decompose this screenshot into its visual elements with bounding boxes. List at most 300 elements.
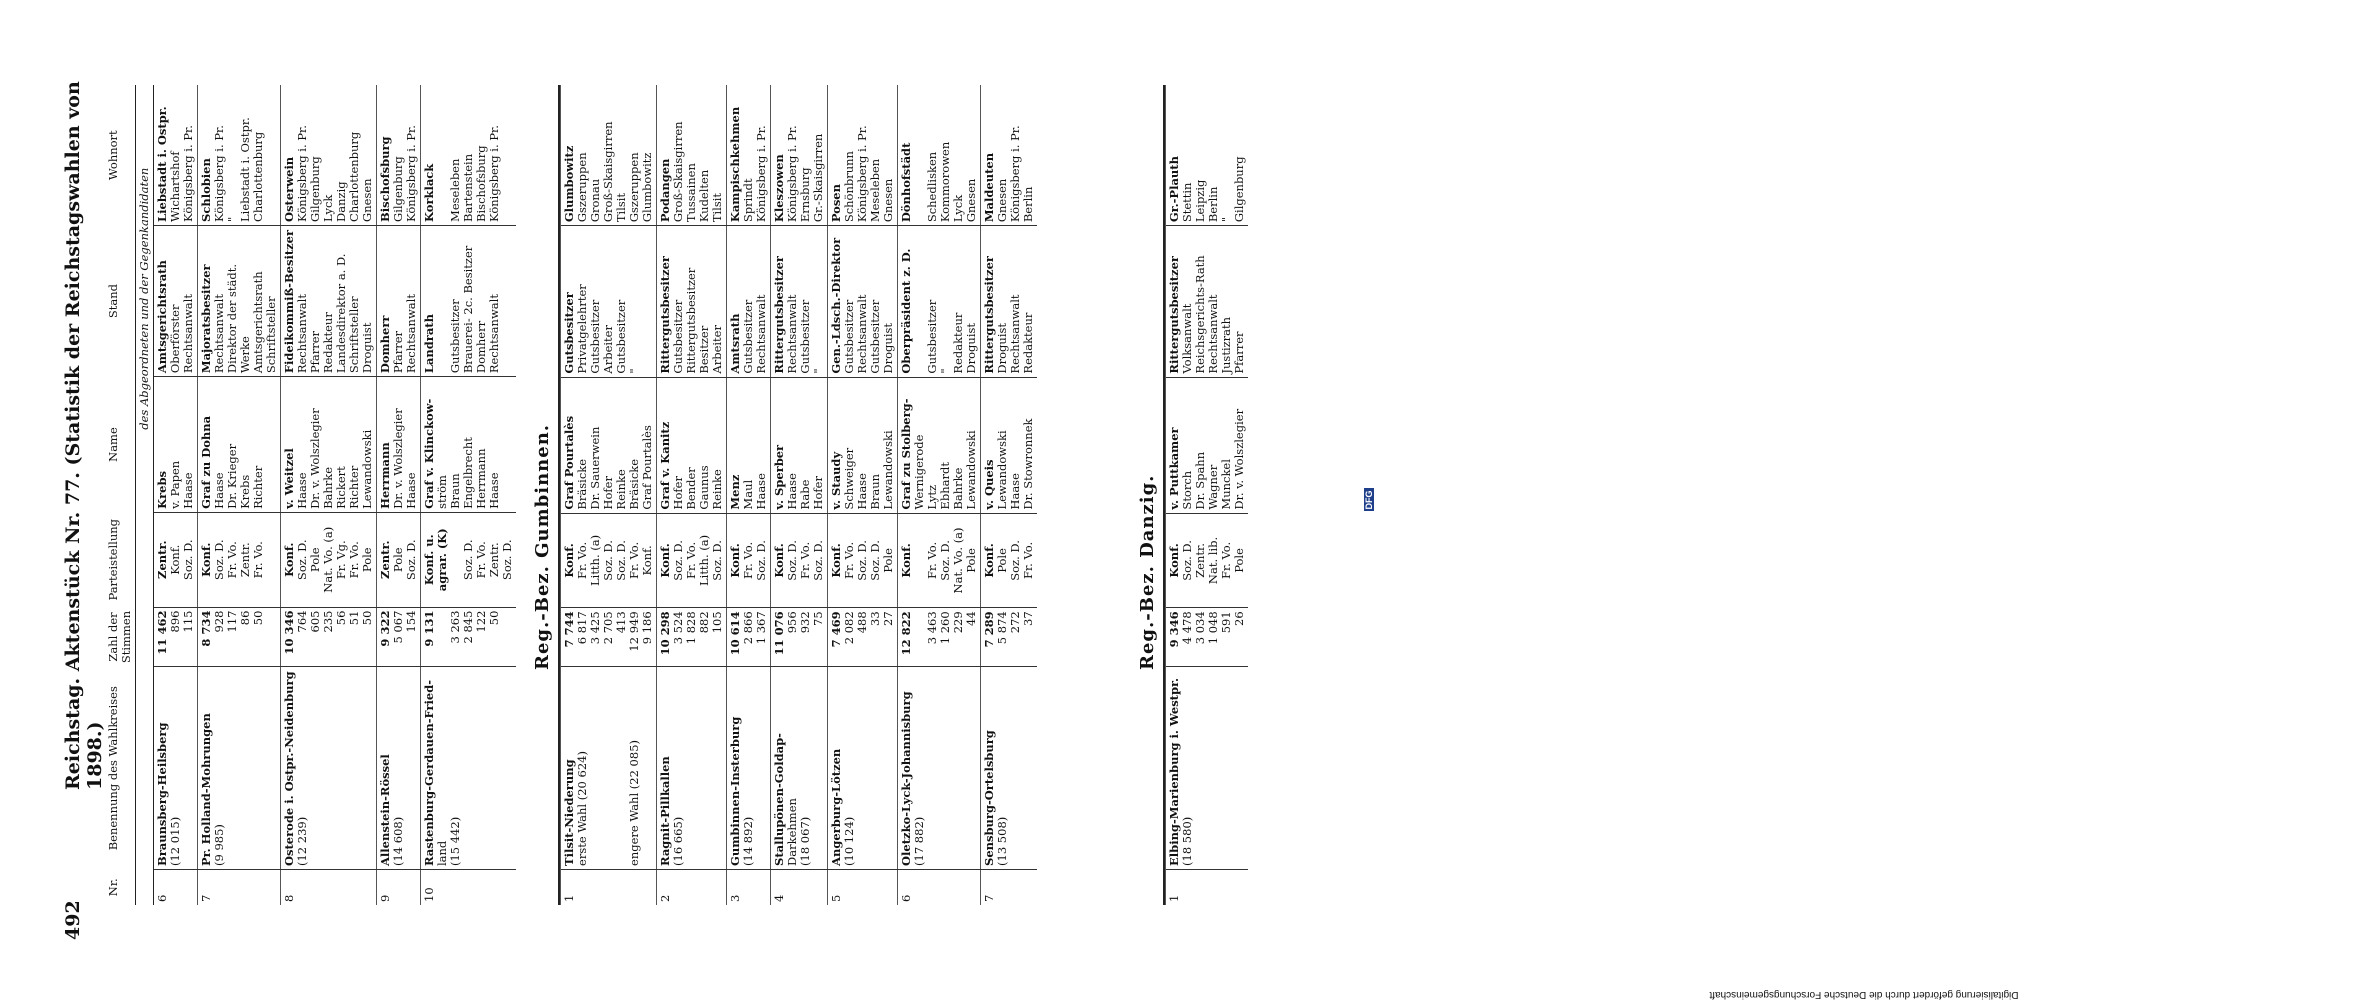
constituency — [981, 667, 1038, 870]
vote-count — [421, 607, 517, 667]
cell-line: Munckel — [1219, 459, 1233, 510]
candidate-name — [828, 377, 898, 513]
cell-line: v. Weitzel — [282, 448, 296, 509]
cell-line: 10 346 — [282, 610, 296, 655]
cell-line: Fideikommiß-Besitzer — [282, 229, 296, 374]
candidate-name — [281, 377, 377, 513]
cell-line: Soz. D. — [754, 540, 768, 581]
occupation — [727, 226, 771, 377]
row-number: 9 — [377, 870, 421, 905]
cell-line: 56 — [334, 610, 348, 626]
cell-line: 154 — [404, 610, 418, 633]
constituency — [771, 667, 828, 870]
cell-line: Allenstein-Rössel — [378, 754, 392, 867]
cell-line: Schlobien — [199, 158, 213, 222]
cell-line: 9 346 — [1167, 611, 1181, 648]
cell-line: 896 — [168, 610, 182, 633]
cell-line: Fr. Vo. — [474, 541, 488, 579]
cell-line: 11 462 — [155, 610, 169, 655]
cell-line: Engelbrecht — [461, 437, 475, 509]
constituency — [828, 667, 898, 870]
cell-line: Soz. D. — [785, 540, 799, 581]
section-title: Reg.-Bez. Gumbinnen. — [532, 423, 553, 670]
vote-count — [281, 607, 377, 667]
candidate-name — [771, 377, 828, 513]
cell-line: 50 — [251, 610, 265, 626]
cell-line: Schönbrunn — [842, 151, 856, 223]
table-row — [198, 85, 281, 905]
cell-line: Pr. Holland-Mohrungen — [199, 713, 213, 867]
results-table — [105, 85, 516, 905]
table-row — [657, 85, 727, 905]
cell-line: Soz. D. — [212, 539, 226, 581]
cell-line: Landrath — [422, 314, 436, 374]
cell-line: 764 — [295, 610, 309, 633]
cell-line: Gumbinnen-Insterburg — [728, 716, 742, 866]
constituency — [657, 667, 727, 870]
cell-line: 7 289 — [982, 611, 996, 648]
cell-line: 51 — [347, 610, 361, 626]
cell-line: Bischofsburg — [474, 145, 488, 222]
cell-line: Dönhofstädt — [899, 142, 913, 223]
table-row — [828, 85, 898, 905]
candidate-name — [154, 377, 198, 513]
row-number: 6 — [154, 870, 198, 905]
cell-line: (16 665) — [671, 816, 685, 866]
cell-line: 229 — [951, 611, 965, 634]
cell-line: " — [225, 216, 239, 222]
cell-line: Lewandowski — [964, 430, 978, 510]
cell-line: erste Wahl (20 624) — [575, 751, 589, 866]
residence — [771, 85, 828, 226]
cell-line: Pole — [995, 548, 1009, 573]
cell-line: 932 — [798, 611, 812, 634]
cell-line: Graf v. Kanitz — [658, 421, 672, 510]
table-row — [727, 85, 771, 905]
occupation — [898, 226, 981, 377]
cell-line: Tilsit — [614, 192, 628, 223]
cell-line: Konf. — [168, 544, 182, 575]
header-wohnort: Wohnort — [105, 85, 136, 225]
cell-line: Konf. — [640, 545, 654, 576]
cell-line: Landesdirektor a. D. — [334, 253, 348, 374]
row-number: 6 — [898, 869, 981, 905]
cell-line: Fr. Vo. — [225, 541, 239, 579]
party — [377, 512, 421, 607]
cell-line: Charlottenburg — [251, 131, 265, 222]
cell-line: Zentr. — [378, 540, 392, 579]
cell-line: Wernigerode — [912, 434, 926, 510]
cell-line: Graf zu Dohna — [199, 415, 213, 509]
cell-line: Tussainen — [684, 163, 698, 223]
cell-line: Gr.-Skaisgirren — [811, 133, 825, 223]
row-number: 4 — [771, 869, 828, 905]
cell-line: Soz. D. — [868, 540, 882, 581]
cell-line: Bischofsburg — [378, 136, 392, 222]
occupation — [1166, 226, 1249, 377]
cell-line: Herrmann — [378, 442, 392, 509]
cell-line: Osterode i. Ostpr.-Neidenburg — [282, 671, 296, 867]
cell-line: 6 817 — [575, 611, 589, 645]
party — [771, 513, 828, 608]
cell-line: Redakteur — [951, 312, 965, 374]
cell-line: Rittergutsbesitzer — [684, 267, 698, 374]
residence — [561, 85, 657, 226]
cell-line: Haase — [181, 472, 195, 509]
cell-line: Bender — [684, 467, 698, 510]
cell-line: Konf. u. agrar. (K) — [422, 528, 449, 592]
cell-line: Gen.-Ldsch.-Direktor — [829, 237, 843, 374]
cell-line: Fr. Vo. — [575, 541, 589, 580]
cell-line: 12 822 — [899, 611, 913, 656]
table-row — [981, 85, 1038, 905]
cell-line: Meseleben — [448, 158, 462, 222]
cell-line: v. Papen — [168, 460, 182, 509]
cell-line: Zentr. — [1193, 543, 1207, 578]
page-title: Reichstag. Aktenstück Nr. 77. (Statistik der Reichstagswahlen von 1898.) — [62, 81, 106, 790]
cell-line: Nat. Vo. (a) — [951, 527, 965, 594]
cell-line: 272 — [1008, 611, 1022, 634]
cell-line: Gnesen — [964, 178, 978, 223]
cell-line: 115 — [181, 610, 195, 633]
cell-line: Bahrke — [951, 467, 965, 510]
cell-line: 5 874 — [995, 611, 1009, 645]
table-row — [898, 85, 981, 905]
constituency — [198, 667, 281, 870]
cell-line: 591 — [1219, 611, 1233, 634]
cell-line: Konf. — [658, 543, 672, 578]
cell-line: v. Sperber — [772, 444, 786, 510]
cell-line: Droguist — [964, 322, 978, 374]
cell-line: Rechtsanwalt — [295, 294, 309, 374]
cell-line: Gutsbesitzer — [614, 299, 628, 374]
cell-line: 11 076 — [772, 611, 786, 656]
cell-line: Schriftsteller — [264, 296, 278, 374]
cell-line: Kommorowen — [938, 141, 952, 223]
row-number: 7 — [981, 869, 1038, 905]
cell-line: Lytz — [925, 484, 939, 510]
table-row — [377, 85, 421, 905]
cell-line: Danzig — [334, 181, 348, 222]
cell-line: (12 239) — [295, 816, 309, 867]
cell-line: Rittergutsbesitzer — [772, 256, 786, 374]
cell-line: Groß-Skaisgirren — [671, 121, 685, 223]
cell-line: Soz. D. — [811, 540, 825, 581]
party — [1166, 513, 1249, 608]
cell-line: Gnesen — [995, 178, 1009, 223]
vote-count — [898, 608, 981, 667]
cell-line: ström — [435, 475, 449, 509]
cell-line: Rittergutsbesitzer — [658, 256, 672, 374]
cell-line: Reinke — [614, 469, 628, 510]
cell-line: (15 442) — [448, 816, 462, 867]
cell-line: Litth. (a) — [697, 534, 711, 586]
cell-line: Graf v. Klinckow- — [422, 398, 436, 509]
cell-line: Oberförster — [168, 304, 182, 374]
cell-line: Soz. D. — [1008, 540, 1022, 581]
cell-line: Rechtsanwalt — [754, 294, 768, 374]
cell-line: (18 067) — [798, 816, 812, 866]
cell-line: Schriftsteller — [347, 296, 361, 374]
cell-line: Soz. D. — [938, 540, 952, 581]
cell-line: " — [627, 368, 641, 374]
cell-line: Krebs — [238, 474, 252, 509]
cell-line: 235 — [321, 610, 335, 633]
cell-line: Majoratsbesitzer — [199, 264, 213, 374]
header-benennung: Benennung des Wahlkreises — [105, 667, 136, 870]
cell-line: Ragnit-Pillkallen — [658, 756, 672, 866]
candidate-name — [377, 377, 421, 513]
cell-line: Soz. D. — [601, 540, 615, 581]
cell-line: 50 — [360, 610, 374, 626]
cell-line: Reinke — [710, 469, 724, 510]
header-zahl: Zahl der Stimmen — [105, 607, 136, 667]
cell-line: Maul — [741, 479, 755, 510]
cell-line: Gr.-Plauth — [1167, 156, 1181, 223]
cell-line: Amtsgerichtsrath — [251, 271, 265, 374]
vote-count — [198, 607, 281, 667]
cell-line: Gutsbesitzer — [798, 299, 812, 374]
cell-line: Richter — [347, 465, 361, 509]
constituency — [727, 667, 771, 870]
cell-line: Liebstadt i. Ostpr. — [155, 106, 169, 222]
occupation — [657, 226, 727, 377]
cell-line: Berlin — [1021, 186, 1035, 223]
cell-line: Meseleben — [868, 158, 882, 223]
cell-line: Graf Pourtalès — [640, 425, 654, 510]
cell-line: 3 463 — [925, 611, 939, 645]
cell-line: 50 — [487, 610, 501, 626]
cell-line: Gszeruppen — [575, 152, 589, 223]
header-spacer — [136, 512, 154, 905]
cell-line: Zentr. — [155, 540, 169, 579]
residence — [377, 85, 421, 225]
cell-line: Dr. v. Wolszlegier — [391, 408, 405, 509]
cell-line: Königsberg i. Pr. — [404, 125, 418, 222]
party — [561, 513, 657, 608]
cell-line: Dr. Sauerwein — [588, 426, 602, 510]
cell-line: Gilgenburg — [1232, 156, 1246, 223]
cell-line: Soz. D. — [710, 540, 724, 581]
cell-line: 10 614 — [728, 611, 742, 656]
cell-line: 9 131 — [422, 610, 436, 647]
constituency — [377, 667, 421, 870]
cell-line: Oletzko-Lyck-Johannisburg — [899, 691, 913, 866]
table-header — [105, 85, 154, 905]
cell-line: Hofer — [601, 476, 615, 510]
cell-line: 33 — [868, 611, 882, 626]
cell-line: Reichsgerichts-Rath — [1193, 255, 1207, 374]
cell-line: Soz. D. — [855, 540, 869, 581]
cell-line: Droguist — [881, 322, 895, 374]
party — [727, 513, 771, 608]
table-row — [154, 85, 198, 905]
cell-line: 2 866 — [741, 611, 755, 645]
cell-line: 2 705 — [601, 611, 615, 645]
cell-line: Oberpräsident z. D. — [899, 248, 913, 374]
cell-line: Hofer — [671, 476, 685, 510]
cell-line: Hofer — [811, 476, 825, 510]
cell-line: Privatgelehrter — [575, 284, 589, 374]
cell-line: Rabe — [798, 479, 812, 510]
cell-line: Rickert — [334, 466, 348, 509]
cell-line: Elbing-Marienburg i. Westpr. — [1167, 677, 1181, 866]
cell-line: 7 744 — [562, 611, 576, 648]
cell-line: Herrmann — [474, 448, 488, 509]
cell-line: 44 — [964, 611, 978, 626]
header-row — [105, 85, 136, 905]
row-number: 1 — [1166, 869, 1249, 905]
cell-line: Schweiger — [842, 447, 856, 510]
cell-line: Königsberg i. Pr. — [754, 125, 768, 223]
cell-line: Redakteur — [321, 312, 335, 374]
cell-line: Pole — [391, 547, 405, 573]
cell-line: Pfarrer — [1232, 331, 1246, 374]
cell-line: Wagner — [1206, 464, 1220, 510]
cell-line: Soz. D. — [671, 540, 685, 581]
candidate-name — [561, 377, 657, 513]
cell-line: Amtsgerichtsrath — [155, 260, 169, 374]
cell-line: Fr. Vg. — [334, 540, 348, 580]
cell-line: Angerburg-Lötzen — [829, 748, 843, 866]
cell-line: Gnesen — [881, 178, 895, 223]
cell-line: Konf. — [728, 543, 742, 578]
cell-line: Gutsbesitzer — [671, 299, 685, 374]
cell-line: 3 425 — [588, 611, 602, 645]
cell-line: Bräsicke — [575, 458, 589, 510]
candidate-name — [1166, 377, 1249, 513]
cell-line: 488 — [855, 611, 869, 634]
cell-line: Tilsit — [710, 192, 724, 223]
cell-line: Graf zu Stolberg- — [899, 398, 913, 510]
cell-line: Dr. v. Wolszlegier — [1232, 408, 1246, 510]
cell-line: 2 082 — [842, 611, 856, 645]
cell-line: Lewandowski — [360, 429, 374, 509]
occupation — [771, 226, 828, 377]
cell-line: Rechtsanwalt — [404, 294, 418, 374]
cell-line: Nat. lib. — [1206, 536, 1220, 585]
cell-line: 3 263 — [448, 610, 462, 644]
cell-line: Konf. — [282, 542, 296, 577]
cell-line: Konf. — [1167, 543, 1181, 578]
page-number: 492 — [62, 900, 84, 940]
vote-count — [727, 608, 771, 667]
cell-line: v. Staudy — [829, 451, 843, 510]
cell-line: Soz. D. — [404, 539, 418, 581]
cell-line: Kudelten — [697, 169, 711, 223]
cell-line: 27 — [881, 611, 895, 626]
cell-line: 10 298 — [658, 611, 672, 656]
credit-text: Digitalisierung gefördert durch die Deutsche Forschungsgemeinschaft — [1709, 989, 2019, 1000]
cell-line: Schedlisken — [925, 151, 939, 223]
cell-line: Fr. Vo. — [798, 541, 812, 580]
digitization-credit — [1364, 0, 2019, 1000]
residence — [421, 85, 517, 225]
cell-line: 1 367 — [754, 611, 768, 645]
party — [198, 512, 281, 607]
row-number: 8 — [281, 870, 377, 905]
cell-line: Bahrke — [321, 466, 335, 509]
cell-line: " — [811, 368, 825, 374]
cell-line: Fr. Vo. — [925, 541, 939, 580]
cell-line: Bräsicke — [627, 458, 641, 510]
cell-line: Fr. Vo. — [741, 541, 755, 580]
cell-line: Haase — [212, 472, 226, 509]
cell-line: Gnesen — [360, 178, 374, 222]
cell-line: Direktor der städt. Werke — [225, 263, 252, 374]
table-row — [561, 85, 657, 905]
cell-line: Lewandowski — [995, 430, 1009, 510]
header-name: Name — [105, 377, 136, 513]
cell-line: Soz. D. — [181, 539, 195, 581]
row-number: 2 — [657, 869, 727, 905]
cell-line: v. Puttkamer — [1167, 427, 1181, 510]
cell-line: 5 067 — [391, 610, 405, 644]
cell-line: Königsberg i. Pr. — [487, 125, 501, 222]
cell-line: Gilgenburg — [308, 156, 322, 222]
cell-line: Dr. Stowronnek — [1021, 418, 1035, 510]
cell-line: Berlin — [1206, 186, 1220, 223]
party — [281, 512, 377, 607]
row-number: 5 — [828, 869, 898, 905]
cell-line: Haase — [487, 472, 501, 509]
cell-line: Justizrath — [1219, 316, 1233, 374]
cell-line: Haase — [1008, 473, 1022, 510]
cell-line: 3 524 — [671, 611, 685, 645]
cell-line: Königsberg i. Pr. — [855, 125, 869, 223]
cell-line: Rechtsanwalt — [181, 294, 195, 374]
cell-line: 928 — [212, 610, 226, 633]
cell-line: " — [938, 368, 952, 374]
cell-line: 1 048 — [1206, 611, 1220, 645]
party — [657, 513, 727, 608]
cell-line: Gutsbesitzer — [741, 299, 755, 374]
party — [828, 513, 898, 608]
cell-line: v. Queis — [982, 459, 996, 510]
results-table — [1165, 85, 1248, 905]
header-sub: des Abgeordneten und der Gegenkandidaten — [136, 85, 154, 512]
table-body — [561, 85, 1038, 905]
cell-line: Darkehmen — [785, 798, 799, 866]
residence — [198, 85, 281, 225]
cell-line: Gutsbesitzer — [925, 299, 939, 374]
cell-line: Droguist — [995, 322, 1009, 374]
cell-line: Konf. — [772, 543, 786, 578]
cell-line: Sprindt — [741, 178, 755, 223]
table-row — [421, 85, 517, 905]
cell-line: Krebs — [155, 471, 169, 509]
cell-line: Dr. Spahn — [1193, 451, 1207, 510]
cell-line: Fr. Vo. — [1021, 541, 1035, 580]
cell-line: 605 — [308, 610, 322, 633]
party — [421, 512, 517, 607]
cell-line: 1 260 — [938, 611, 952, 645]
cell-line: Königsberg i. Pr. — [181, 125, 195, 222]
cell-line: Rittergutsbesitzer — [1167, 256, 1181, 374]
cell-line: Menz — [728, 474, 742, 510]
candidate-name — [898, 377, 981, 513]
cell-line: Braun — [868, 473, 882, 510]
cell-line: Fr. Vo. — [684, 541, 698, 580]
cell-line: Pfarrer — [308, 331, 322, 374]
results-table — [560, 85, 1037, 905]
row-number: 3 — [727, 869, 771, 905]
cell-line: Gutsbesitzer — [448, 299, 462, 374]
cell-line: Pole — [881, 548, 895, 573]
vote-count — [771, 608, 828, 667]
cell-line: Groß-Skaisgirren — [601, 121, 615, 223]
cell-line: Gszeruppen — [627, 152, 641, 223]
